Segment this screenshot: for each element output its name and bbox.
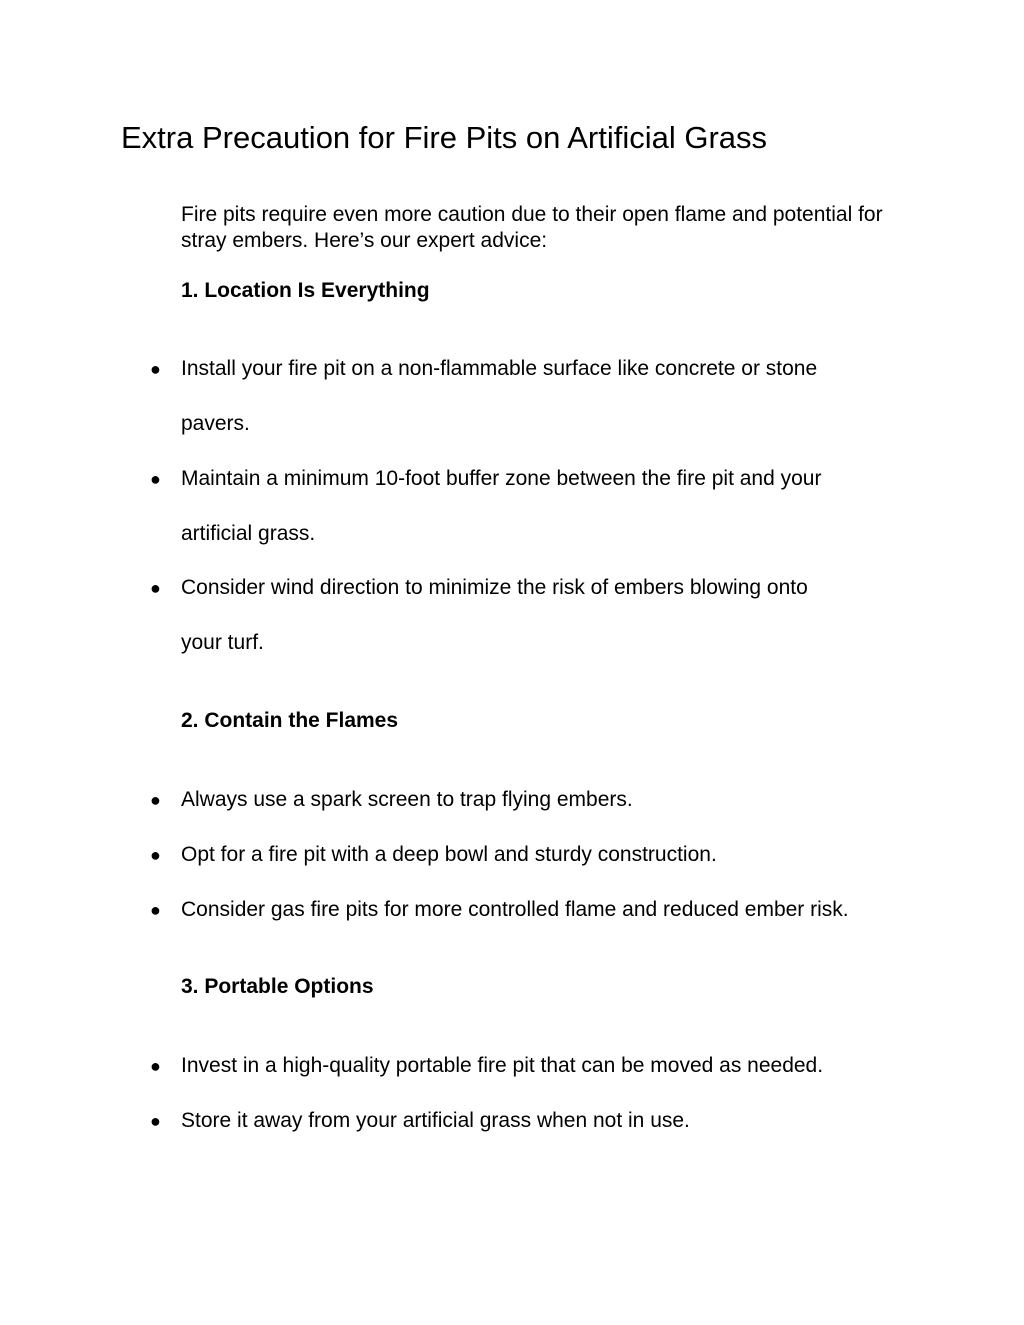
bullet-icon: ● bbox=[150, 1056, 161, 1076]
list-item-line: artificial grass. bbox=[181, 522, 316, 545]
list-item-line: Opt for a fire pit with a deep bowl and sturdy construction. bbox=[181, 843, 717, 866]
bullet-icon: ● bbox=[150, 1111, 161, 1131]
bullet-icon: ● bbox=[150, 469, 161, 489]
section-heading-portable: 3. Portable Options bbox=[181, 975, 374, 998]
bullet-icon: ● bbox=[150, 900, 161, 920]
intro-paragraph: Fire pits require even more caution due to their open flame and potential for stray embers. Here’s our expert advice: bbox=[181, 203, 883, 252]
bullet-icon: ● bbox=[150, 578, 161, 598]
section-heading-contain: 2. Contain the Flames bbox=[181, 709, 399, 732]
list-item-line: Always use a spark screen to trap flying embers. bbox=[181, 788, 633, 811]
list-item-line: Consider gas fire pits for more controlled flame and reduced ember risk. bbox=[181, 898, 849, 921]
list-item-line: Install your fire pit on a non-flammable surface like concrete or stone bbox=[181, 357, 818, 380]
bullet-icon: ● bbox=[150, 790, 161, 810]
bullet-icon: ● bbox=[150, 845, 161, 865]
list-item-line: your turf. bbox=[181, 631, 264, 654]
list-item-line: Invest in a high-quality portable fire pit that can be moved as needed. bbox=[181, 1054, 824, 1077]
list-item-line: Maintain a minimum 10-foot buffer zone between the fire pit and your bbox=[181, 467, 822, 490]
section-heading-location: 1. Location Is Everything bbox=[181, 279, 430, 302]
bullet-icon: ● bbox=[150, 359, 161, 379]
page-title: Extra Precaution for Fire Pits on Artificial Grass bbox=[121, 120, 768, 155]
list-item-line: Consider wind direction to minimize the risk of embers blowing onto bbox=[181, 576, 808, 599]
list-item-line: Store it away from your artificial grass when not in use. bbox=[181, 1109, 690, 1132]
list-item-line: pavers. bbox=[181, 412, 250, 435]
